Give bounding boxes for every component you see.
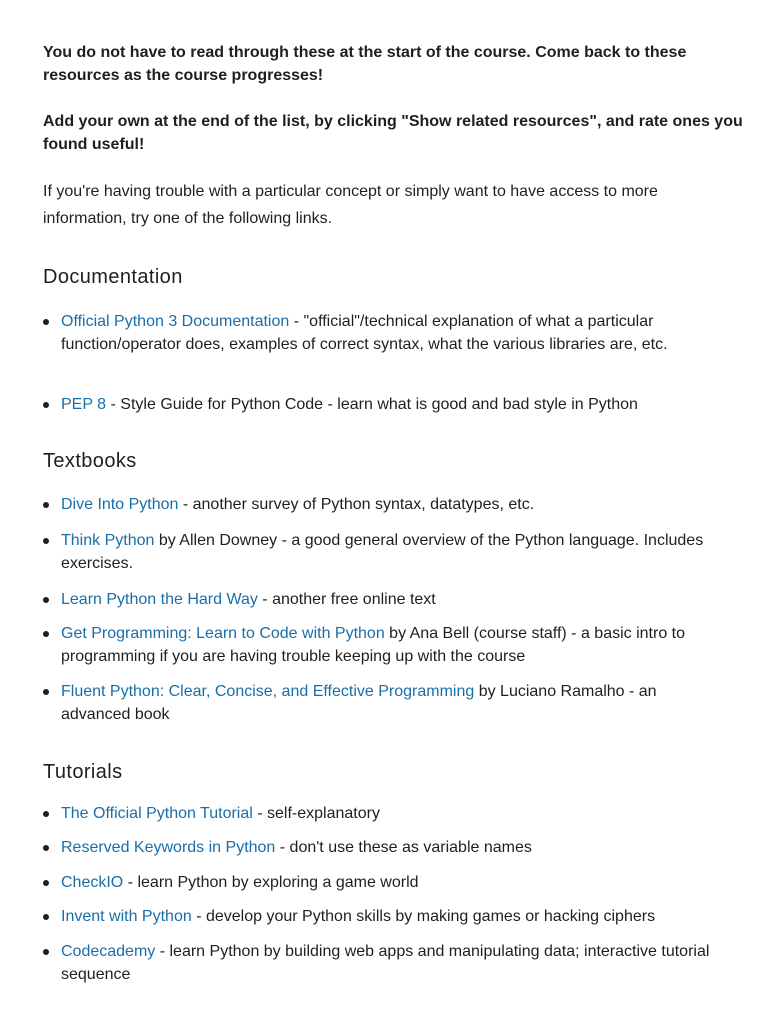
- bullet-icon: [43, 319, 49, 325]
- resource-description: by Allen Downey - a good general overview of the Python language. Includes exercises.: [61, 532, 704, 572]
- bullet-icon: [43, 402, 49, 408]
- bullet-icon: [43, 631, 49, 637]
- resource-description: - self-explanatory: [252, 805, 380, 822]
- resource-description: - another survey of Python syntax, datatypes, etc.: [178, 496, 535, 513]
- list-item: [43, 940, 723, 986]
- resource-link[interactable]: Official Python 3 Documentation: [61, 313, 290, 330]
- bullet-icon: [43, 845, 49, 851]
- resource-link[interactable]: Fluent Python: Clear, Concise, and Effective Programming: [61, 683, 475, 700]
- resource-description: - develop your Python skills by making games or hacking ciphers: [191, 908, 656, 925]
- list-item: [43, 802, 723, 825]
- resource-description: - Style Guide for Python Code - learn what is good and bad style in Python: [106, 396, 638, 413]
- intro-paragraph-2: Add your own at the end of the list, by clicking "Show related resources", and rate ones you found useful!: [43, 113, 743, 153]
- bullet-icon: [43, 597, 49, 603]
- resource-description: - another free online text: [257, 591, 436, 608]
- resource-link[interactable]: PEP 8: [61, 396, 107, 413]
- list-item: [43, 529, 723, 575]
- list-item: [43, 905, 723, 928]
- resource-link[interactable]: Invent with Python: [61, 908, 192, 925]
- list-item: [43, 622, 723, 668]
- list-item: [43, 588, 723, 611]
- list-item: [43, 493, 723, 516]
- resource-link[interactable]: CheckIO: [61, 874, 124, 891]
- resource-description: - don't use these as variable names: [275, 839, 532, 856]
- resource-description: by Luciano Ramalho - an advanced book: [61, 683, 657, 723]
- resource-link[interactable]: Think Python: [61, 532, 155, 549]
- bullet-icon: [43, 689, 49, 695]
- section-heading-textbooks: Textbooks: [43, 450, 137, 472]
- resource-link[interactable]: Learn Python the Hard Way: [61, 591, 258, 608]
- bullet-icon: [43, 502, 49, 508]
- resource-link[interactable]: The Official Python Tutorial: [61, 805, 253, 822]
- list-item: [43, 836, 723, 859]
- resource-link[interactable]: Dive Into Python: [61, 496, 179, 513]
- intro-paragraph-1: You do not have to read through these at the start of the course. Come back to these resources as the course progresses!: [43, 44, 687, 84]
- section-heading-documentation: Documentation: [43, 266, 183, 288]
- list-item: [43, 680, 723, 726]
- resource-link[interactable]: Reserved Keywords in Python: [61, 839, 276, 856]
- bullet-icon: [43, 811, 49, 817]
- resource-description: - "official"/technical explanation of what a particular function/operator does, examples of correct syntax, what the various libraries are, etc.: [61, 313, 668, 353]
- resource-description: by Ana Bell (course staff) - a basic intro to programming if you are having trouble keeping up with the course: [61, 625, 686, 665]
- resource-description: - learn Python by building web apps and manipulating data; interactive tutorial sequence: [61, 943, 710, 983]
- bullet-icon: [43, 914, 49, 920]
- list-item: [43, 871, 723, 894]
- resource-link[interactable]: Codecademy: [61, 943, 156, 960]
- intro-paragraph-3: If you're having trouble with a particular concept or simply want to have access to more information, try one of the following links.: [43, 183, 658, 227]
- bullet-icon: [43, 880, 49, 886]
- resource-description: - learn Python by exploring a game world: [123, 874, 419, 891]
- list-item: [43, 310, 723, 356]
- list-item: [43, 393, 723, 416]
- resource-link[interactable]: Get Programming: Learn to Code with Python: [61, 625, 385, 642]
- section-heading-tutorials: Tutorials: [43, 761, 123, 783]
- bullet-icon: [43, 538, 49, 544]
- bullet-icon: [43, 949, 49, 955]
